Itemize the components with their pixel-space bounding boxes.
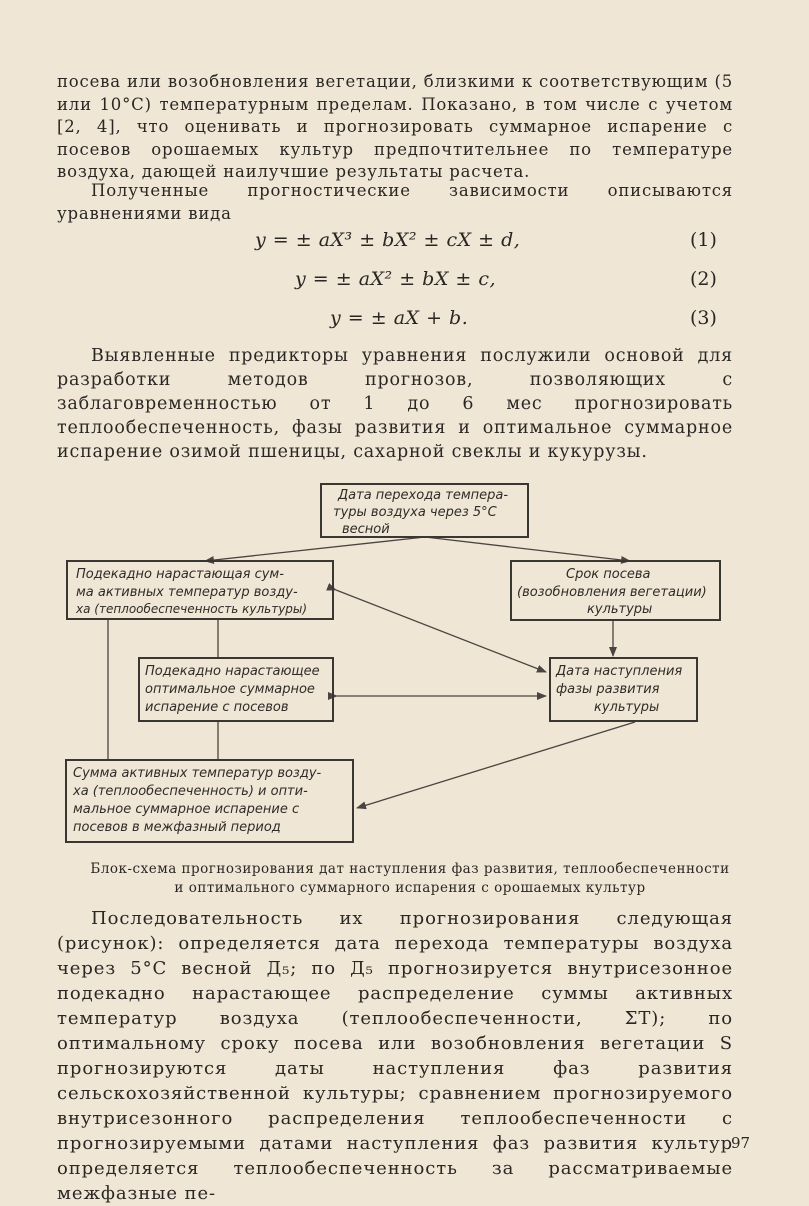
equation-1-number: (1)	[690, 229, 717, 251]
box-evap-line-1: Подекадно нарастающее	[145, 664, 320, 679]
box-result-line-4: посевов в межфазный период	[73, 820, 281, 835]
arrow-sum-phase	[336, 590, 546, 672]
box-evap-line-3: испарение с посевов	[145, 700, 289, 715]
page-number: 97	[731, 1134, 751, 1152]
box-sum-line-1: Подекадно нарастающая сум-	[76, 567, 284, 582]
paragraph-sequence: Последовательность их прогнозирования следующая (рисунок): определяется дата перехода температуры воздуха через 5°С весной Д₅; по Д₅ прогнозируется внутрисезонное подекадно нарастающее распределение суммы активных температур воздуха (теплообеспеченности, ΣT); по оптимальному сроку посева или возобновления вегетации S прогнозируются даты наступления фаз развития сельскохозяйственной культуры; сравнением прогнозируемого внутрисезонного распределения теплообеспеченности с прогнозируемыми датами наступления фаз развития культур определяется теплообеспеченность за рассматриваемые межфазные пе-	[57, 908, 733, 1204]
box-sowing-line-3: культуры	[587, 602, 653, 617]
arrow-start-to-sowing	[425, 537, 630, 561]
box-start-line-3: весной	[342, 522, 390, 537]
box-start-line-2: туры воздуха через 5°С	[333, 505, 497, 520]
box-phase-date	[550, 658, 697, 721]
box-result-interphase	[66, 760, 353, 842]
box-sum-line-3: ха (теплообеспеченность культуры)	[76, 602, 308, 616]
paragraph-top: посева или возобновления вегетации, близкими к соответствующим (5 или 10°C) температурным пределам. Показано, в том числе с учетом [2, 4], что оценивать и прогнозировать суммарное испарение с посевов орошаемых культур предпочтительнее по температуре воздуха, дающей наилучшие результаты расчета.	[57, 72, 733, 181]
box-sowing-line-1: Срок посева	[566, 567, 651, 582]
arrow-start-to-sum	[205, 537, 425, 561]
box-evap-line-2: оптимальное суммарное	[145, 682, 315, 697]
paragraph-intro: Полученные прогностические зависимости описываются уравнениями вида	[57, 181, 733, 223]
box-result-line-2: ха (теплообеспеченность) и опти-	[73, 784, 308, 799]
arrow-phase-to-result	[357, 722, 635, 808]
box-result-line-1: Сумма активных температур возду-	[73, 766, 322, 781]
box-result-line-3: мальное суммарное испарение с	[73, 802, 300, 817]
box-sum-line-2: ма активных температур возду-	[76, 585, 298, 600]
box-sowing-date	[511, 561, 720, 620]
box-phase-line-2: фазы развития	[556, 682, 660, 697]
paragraph-predictors: Выявленные предикторы уравнения послужили основой для разработки методов прогнозов, позволяющих с заблаговременностью от 1 до 6 мес прогнозировать теплообеспеченность, фазы развития и оптимальное суммарное испарение озимой пшеницы, сахарной свеклы и кукурузы.	[57, 346, 733, 462]
box-sum-active-temperatures	[67, 561, 333, 619]
box-start-date	[321, 484, 528, 537]
equation-3: y = ± aX + b.	[330, 307, 469, 329]
equation-1: y = ± aX³ ± bX² ± cX ± d,	[255, 229, 521, 251]
equation-3-number: (3)	[690, 307, 717, 329]
box-sowing-line-2: (возобновления вегетации)	[517, 585, 707, 600]
box-start-line-1: Дата перехода темпера-	[338, 488, 509, 503]
equation-2: y = ± aX² ± bX ± c,	[295, 268, 497, 290]
box-evaporation-decade	[139, 658, 333, 721]
box-phase-line-3: культуры	[594, 700, 660, 715]
equation-2-number: (2)	[690, 268, 717, 290]
figure-caption: Блок-схема прогнозирования дат наступления фаз развития, теплообеспеченности и оптимального суммарного испарения с орошаемых культур	[90, 861, 730, 896]
box-phase-line-1: Дата наступления	[556, 664, 683, 679]
